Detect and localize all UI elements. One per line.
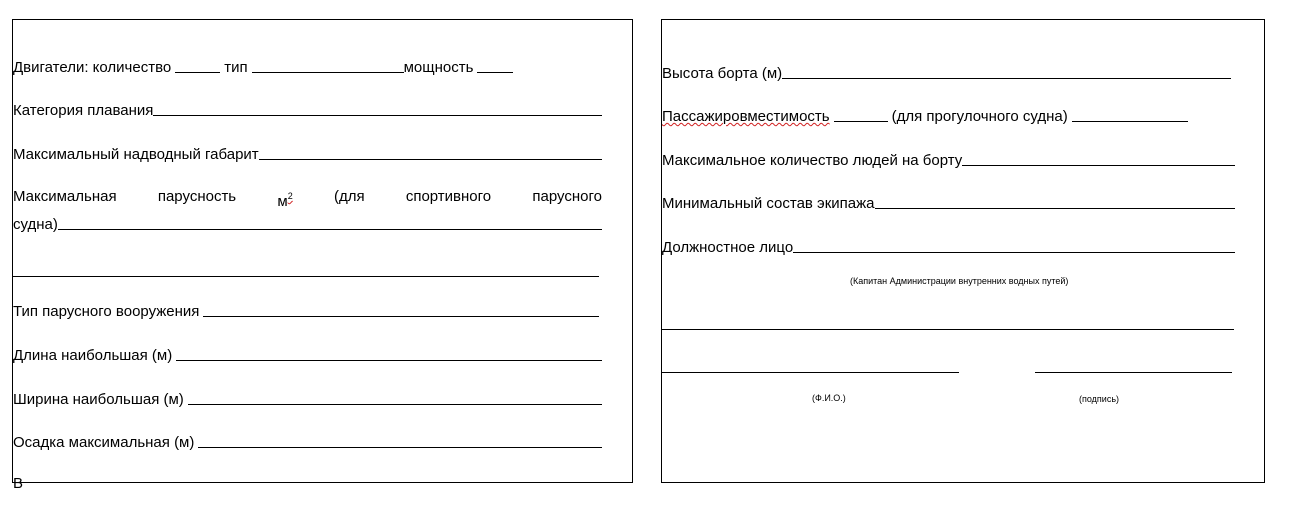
sail-area-word: парусность xyxy=(157,188,237,205)
width-row xyxy=(13,391,602,408)
max-height-label: Максимальный надводный габарит xyxy=(13,146,259,163)
board-height-field[interactable] xyxy=(782,78,1231,79)
passengers-label: Пассажировместимость xyxy=(662,108,830,125)
sail-area-cont-label: судна) xyxy=(13,216,58,233)
engines-type-field[interactable] xyxy=(252,72,404,73)
rig-type-field[interactable] xyxy=(203,316,599,317)
board-height-label: Высота борта (м) xyxy=(662,65,783,82)
board-height-row xyxy=(662,65,1231,82)
width-label: Ширина наибольшая (м) xyxy=(13,391,184,408)
category-row xyxy=(13,102,602,119)
sail-area-row xyxy=(13,188,602,210)
length-label: Длина наибольшая (м) xyxy=(13,347,173,364)
sail-area-field[interactable] xyxy=(58,229,602,230)
fio-line[interactable] xyxy=(662,372,959,373)
passengers-extra-field[interactable] xyxy=(1072,121,1188,122)
form-page-left xyxy=(12,19,633,492)
category-field[interactable] xyxy=(153,115,602,116)
engines-type-label: тип xyxy=(224,59,248,76)
draft-label: Осадка максимальная (м) xyxy=(13,434,195,451)
signature-caption: (подпись) xyxy=(1079,394,1120,404)
rig-type-row xyxy=(13,303,599,320)
max-height-field[interactable] xyxy=(259,159,602,160)
cut-off-letter: В xyxy=(13,475,24,492)
max-people-label: Максимальное количество людей на борту xyxy=(662,152,963,169)
official-label: Должностное лицо xyxy=(662,239,794,256)
min-crew-field[interactable] xyxy=(875,208,1236,209)
sail-area-word: (для xyxy=(333,188,365,205)
length-row xyxy=(13,347,602,364)
category-label: Категория плавания xyxy=(13,102,154,119)
cut-off-text xyxy=(13,475,23,492)
length-field[interactable] xyxy=(176,360,602,361)
engines-row xyxy=(13,59,513,76)
min-crew-label: Минимальный состав экипажа xyxy=(662,195,875,212)
max-people-row xyxy=(662,152,1235,169)
passengers-row xyxy=(662,108,1188,125)
draft-row xyxy=(13,434,602,451)
min-crew-row xyxy=(662,195,1235,212)
official-note: (Капитан Администрации внутренних водных путей) xyxy=(850,276,1069,286)
square-superscript: 2 xyxy=(287,191,293,201)
sail-area-word: Максимальная xyxy=(13,188,117,205)
blank-line[interactable] xyxy=(13,276,599,277)
rig-type-label: Тип парусного вооружения xyxy=(13,303,200,320)
passengers-field[interactable] xyxy=(834,121,888,122)
engines-count-field[interactable] xyxy=(175,72,220,73)
signature-line[interactable] xyxy=(1035,372,1232,373)
sail-area-cont-row xyxy=(13,216,602,233)
fio-caption: (Ф.И.О.) xyxy=(812,393,846,403)
form-page-right xyxy=(661,19,1265,483)
engines-power-label: мощность xyxy=(403,59,474,76)
official-field[interactable] xyxy=(793,252,1235,253)
engines-count-label: Двигатели: количество xyxy=(13,59,172,76)
width-field[interactable] xyxy=(188,404,602,405)
official-row xyxy=(662,239,1235,256)
passengers-note: (для прогулочного судна) xyxy=(891,108,1068,125)
engines-power-field[interactable] xyxy=(477,72,513,73)
sail-area-word: парусного xyxy=(532,188,602,205)
official-blank-line[interactable] xyxy=(662,329,1234,330)
sail-area-unit: $м^2$ xyxy=(277,191,293,210)
sail-area-word: спортивного xyxy=(405,188,492,205)
draft-field[interactable] xyxy=(198,447,602,448)
max-height-row xyxy=(13,146,602,163)
max-people-field[interactable] xyxy=(962,165,1235,166)
